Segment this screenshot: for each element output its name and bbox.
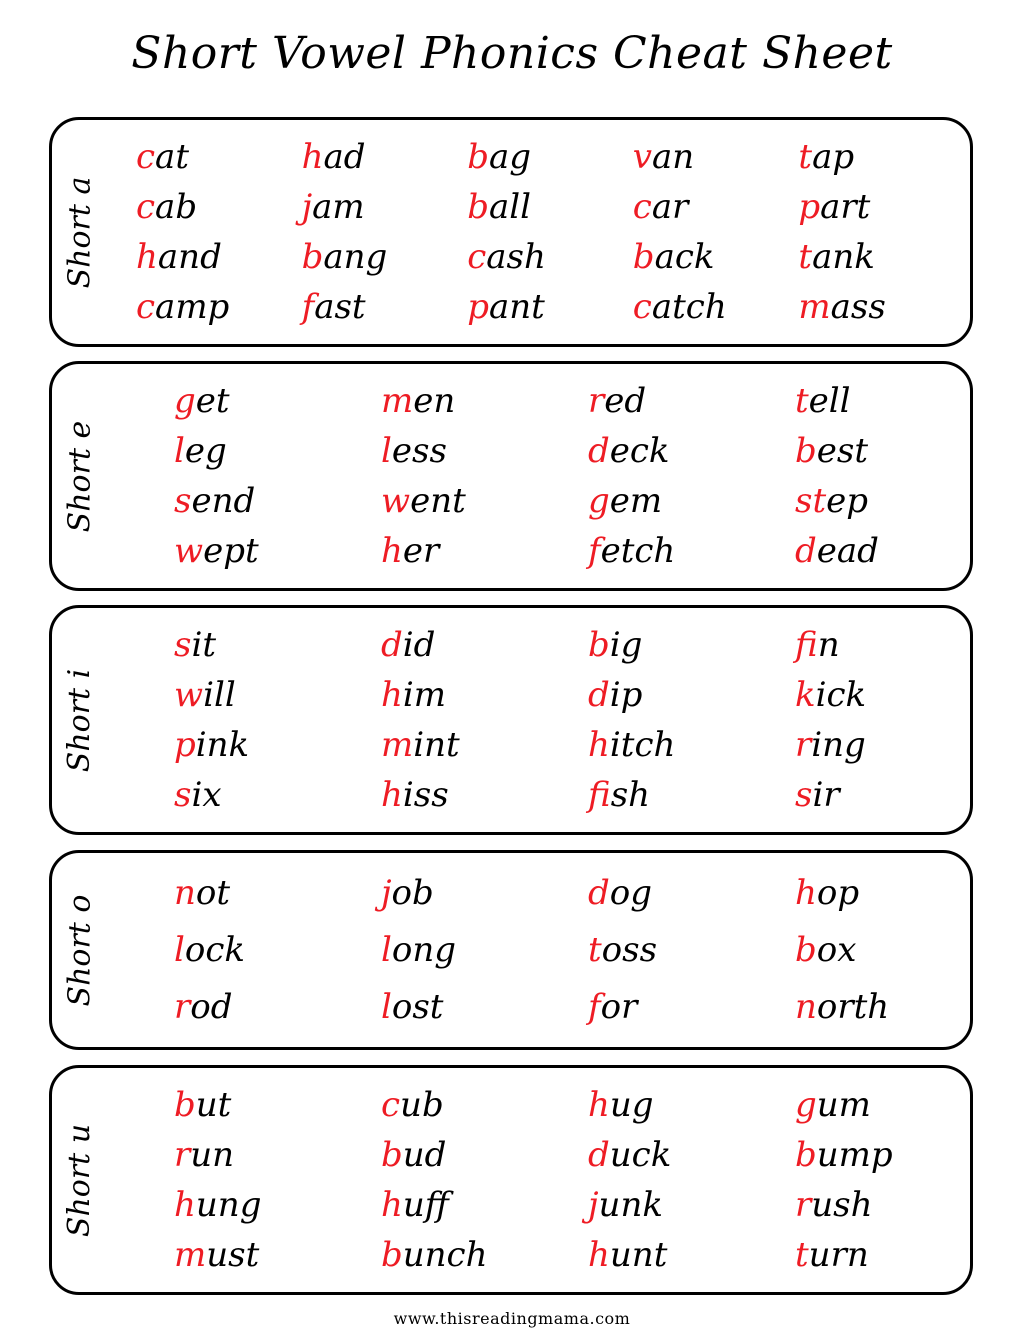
word-item [743,929,950,970]
word-rime: um [816,1085,871,1125]
word-item [536,929,743,970]
word-rime: am [312,187,365,227]
word-rime: ess [391,431,447,471]
word-item [122,287,288,327]
word-onset: st [795,481,827,521]
word-item [784,137,950,177]
word-item [536,725,743,765]
word-onset: s [174,625,192,665]
word-item [536,873,743,914]
word-grid [122,1080,950,1280]
word-onset: h [588,1085,610,1125]
word-onset: p [174,725,196,765]
word-item [619,137,785,177]
word-item [743,381,950,421]
word-item [619,187,785,227]
word-rime: ead [816,531,879,571]
word-rime: unch [402,1235,488,1275]
word-onset: h [588,1235,610,1275]
word-rime: at [155,137,189,177]
word-onset: w [174,531,204,571]
word-rime: ix [191,775,222,815]
word-grid [122,132,950,332]
word-rime: ump [816,1135,893,1175]
word-onset: d [795,531,817,571]
word-item [619,287,785,327]
word-grid [122,376,950,576]
word-onset: d [588,873,610,914]
word-onset: l [381,986,392,1027]
word-rime: et [195,381,230,421]
word-onset: m [381,725,414,765]
word-item [536,1235,743,1275]
word-rime: ock [184,929,245,970]
word-onset: c [632,287,652,327]
word-item [288,187,454,227]
word-rime: ast [314,287,366,327]
word-item [329,725,536,765]
word-onset: c [136,287,156,327]
word-item [122,625,329,665]
word-rime: amp [155,287,230,327]
word-item [743,873,950,914]
word-onset: h [588,725,610,765]
word-rime: orth [816,986,890,1027]
word-item [288,237,454,277]
word-item [743,431,950,471]
word-grid [122,865,950,1035]
word-onset: s [795,775,813,815]
word-item [122,725,329,765]
section-label: Short a [62,176,98,288]
word-rime: ent [410,481,466,521]
word-onset: m [174,1235,207,1275]
word-onset: n [174,873,196,914]
word-item [743,775,950,815]
word-onset: b [467,137,489,177]
word-rime: ink [195,725,250,765]
word-item [122,1085,329,1125]
word-onset: g [588,481,610,521]
word-item [329,1085,536,1125]
word-item [743,1235,950,1275]
section-short-i [49,605,973,835]
word-rime: ung [195,1185,262,1225]
word-rime: uck [609,1135,672,1175]
word-onset: m [381,381,414,421]
word-onset: t [795,381,809,421]
word-onset: b [588,625,610,665]
word-rime: ap [812,137,855,177]
word-onset: d [381,625,403,665]
word-rime: and [157,237,222,277]
word-rime: oss [601,929,658,970]
section-short-o [49,850,973,1050]
word-rime: ud [402,1135,447,1175]
word-rime: ob [391,873,434,914]
word-rime: ost [391,986,444,1027]
word-rime: ab [155,187,198,227]
word-onset: r [588,381,605,421]
word-rime: ish [610,775,651,815]
word-onset: h [381,675,403,715]
word-rime: ong [391,929,457,970]
word-onset: b [795,1135,817,1175]
word-item [743,1085,950,1125]
word-item [329,431,536,471]
word-item [329,531,536,571]
word-item [784,237,950,277]
word-item [122,137,288,177]
word-item [288,287,454,327]
word-onset: c [632,187,652,227]
word-item [329,775,536,815]
word-item [743,725,950,765]
section-label: Short i [62,668,98,772]
word-onset: b [301,237,324,277]
word-onset: f [301,287,315,327]
word-rime: unt [609,1235,668,1275]
word-rime: etch [600,531,676,571]
word-onset: b [632,237,655,277]
word-item [536,675,743,715]
word-item [329,873,536,914]
word-rime: ass [830,287,886,327]
footer-website: www.thisreadingmama.com [393,1309,631,1328]
word-item [743,1135,950,1175]
word-onset: h [381,1185,403,1225]
word-item [743,481,950,521]
word-item [329,381,536,421]
word-rime: int [413,725,460,765]
word-rime: urn [808,1235,869,1275]
word-onset: c [467,237,487,277]
word-onset: s [174,775,192,815]
word-rime: ed [604,381,647,421]
word-onset: d [588,431,610,471]
word-item [536,775,743,815]
word-onset: j [381,873,392,914]
word-onset: h [301,137,324,177]
word-onset: r [795,1185,812,1225]
word-onset: c [136,137,156,177]
word-item [122,531,329,571]
word-onset: k [795,675,816,715]
word-rime: ar [651,187,689,227]
word-item [536,625,743,665]
word-item [619,237,785,277]
word-rime: ush [811,1185,873,1225]
word-rime: ang [323,237,388,277]
word-rime: ill [203,675,236,715]
word-item [784,187,950,227]
page-title: Short Vowel Phonics Cheat Sheet [131,28,893,79]
word-item [536,1185,743,1225]
word-onset: l [174,431,185,471]
word-onset: j [301,187,313,227]
word-onset: b [795,929,817,970]
word-item [743,625,950,665]
word-item [536,1135,743,1175]
word-item [329,1235,536,1275]
word-rime: em [609,481,663,521]
word-item [122,1135,329,1175]
word-item [453,287,619,327]
word-onset: g [174,381,196,421]
word-rime: ank [812,237,875,277]
word-rime: ick [815,675,867,715]
word-onset: w [381,481,411,521]
word-rime: od [190,986,233,1027]
word-item [536,431,743,471]
word-onset: t [798,137,813,177]
word-onset: j [588,1185,599,1225]
word-rime: ash [486,237,546,277]
word-item [122,237,288,277]
word-item [122,381,329,421]
word-grid [122,620,950,820]
word-rime: ig [609,625,643,665]
word-item [453,137,619,177]
word-item [743,675,950,715]
word-rime: an [652,137,695,177]
word-item [122,929,329,970]
word-rime: it [191,625,216,665]
word-onset: l [381,431,392,471]
word-onset: b [381,1135,403,1175]
word-item [743,1185,950,1225]
word-rime: eck [609,431,670,471]
word-onset: v [632,137,653,177]
word-item [536,986,743,1027]
word-item [329,625,536,665]
word-item [453,187,619,227]
word-onset: p [798,187,821,227]
word-item [329,481,536,521]
word-rime: in [817,625,840,665]
word-onset: f [588,775,611,815]
word-rime: op [816,873,860,914]
word-rime: ip [609,675,643,715]
word-item [122,1185,329,1225]
word-rime: ep [826,481,869,521]
word-onset: f [588,531,601,571]
word-onset: h [795,873,817,914]
word-rime: ant [488,287,545,327]
word-rime: uff [402,1185,449,1225]
word-item [536,481,743,521]
word-item [743,986,950,1027]
word-rime: end [191,481,256,521]
word-item [329,1185,536,1225]
word-onset: h [381,775,403,815]
word-onset: b [795,431,817,471]
word-item [784,287,950,327]
word-rime: ad [323,137,366,177]
word-item [329,675,536,715]
word-onset: b [381,1235,403,1275]
word-onset: h [136,237,158,277]
word-rime: ack [654,237,715,277]
word-item [329,986,536,1027]
word-rime: est [816,431,868,471]
word-rime: ag [488,137,531,177]
word-rime: or [600,986,638,1027]
word-rime: en [413,381,456,421]
word-item [536,381,743,421]
word-onset: t [588,929,602,970]
word-item [122,481,329,521]
word-item [329,929,536,970]
word-rime: ub [400,1085,444,1125]
word-rime: ell [808,381,851,421]
word-item [122,775,329,815]
word-item [122,431,329,471]
word-rime: itch [609,725,676,765]
word-onset: w [174,675,204,715]
section-label: Short e [62,420,98,532]
word-rime: id [402,625,436,665]
word-onset: t [795,1235,809,1275]
word-rime: art [820,187,871,227]
section-label: Short u [62,1123,98,1237]
word-onset: n [795,986,817,1027]
word-onset: g [795,1085,817,1125]
word-rime: ut [195,1085,232,1125]
word-item [536,1085,743,1125]
word-rime: ot [195,873,231,914]
word-item [122,1235,329,1275]
word-rime: ox [816,929,857,970]
word-item [453,237,619,277]
word-item [743,531,950,571]
word-onset: r [795,725,812,765]
word-onset: t [798,237,813,277]
word-onset: l [174,929,185,970]
word-item [329,1135,536,1175]
word-rime: ing [811,725,866,765]
word-rime: eg [184,431,227,471]
word-item [536,531,743,571]
word-onset: r [174,986,191,1027]
word-rime: all [488,187,531,227]
word-onset: b [467,187,489,227]
word-onset: m [798,287,831,327]
word-rime: og [609,873,652,914]
word-rime: atch [651,287,727,327]
word-onset: r [174,1135,191,1175]
word-rime: unk [598,1185,663,1225]
word-item [122,675,329,715]
word-onset: h [174,1185,196,1225]
section-label: Short o [62,894,98,1006]
word-onset: d [588,675,610,715]
word-item [122,873,329,914]
word-rime: ug [609,1085,654,1125]
word-rime: ir [812,775,840,815]
word-onset: l [381,929,392,970]
word-onset: c [381,1085,401,1125]
word-item [288,137,454,177]
word-onset: f [588,986,601,1027]
word-rime: ust [206,1235,260,1275]
word-rime: iss [402,775,449,815]
word-onset: h [381,531,403,571]
word-item [122,986,329,1027]
word-onset: d [588,1135,610,1175]
word-onset: s [174,481,192,521]
word-item [122,187,288,227]
word-rime: er [402,531,440,571]
section-short-u [49,1065,973,1295]
section-short-a [49,117,973,347]
word-onset: f [795,625,818,665]
word-onset: c [136,187,156,227]
word-rime: ept [203,531,259,571]
section-short-e [49,361,973,591]
word-onset: b [174,1085,196,1125]
word-onset: p [467,287,489,327]
word-rime: un [190,1135,235,1175]
word-rime: im [402,675,447,715]
